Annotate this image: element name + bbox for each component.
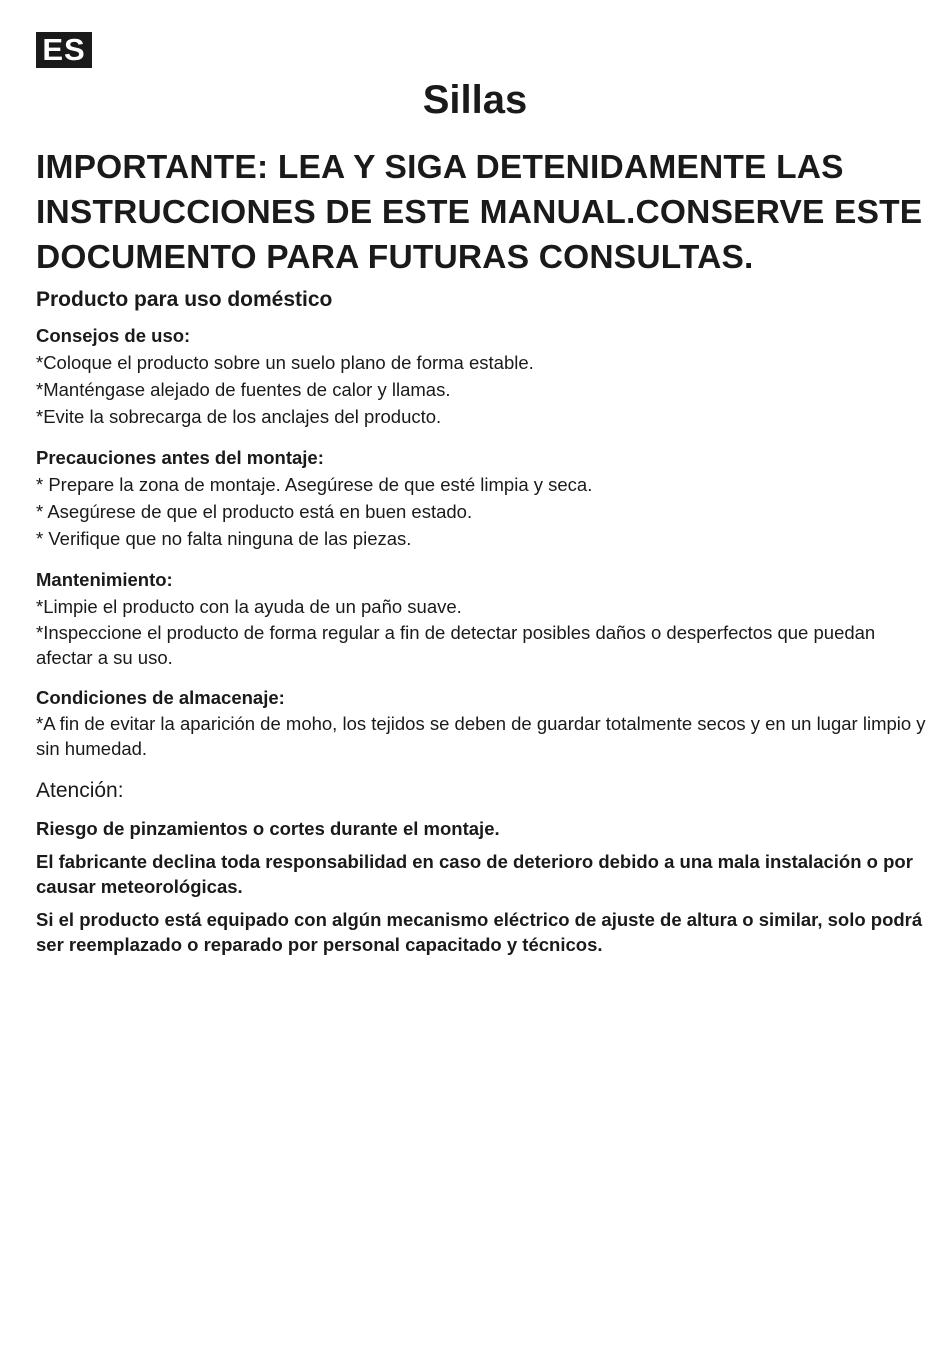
warning-text: Riesgo de pinzamientos o cortes durante el montaje. xyxy=(36,818,500,839)
list-item: *Manténgase alejado de fuentes de calor y llamas. xyxy=(36,379,451,400)
attention-title: Atención: xyxy=(36,779,124,802)
section-title: Consejos de uso: xyxy=(36,325,191,346)
important-notice xyxy=(36,145,926,280)
list-item: * Asegúrese de que el producto está en buen estado. xyxy=(36,501,473,522)
usage-tips-section xyxy=(36,323,926,430)
list-item: *Inspeccione el producto de forma regular a fin de detectar posibles daños o desperfectos que puedan afectar a su uso. xyxy=(36,622,876,668)
list-item: * Prepare la zona de montaje. Asegúrese de que esté limpia y seca. xyxy=(36,474,593,495)
list-item: *Evite la sobrecarga de los anclajes del producto. xyxy=(36,406,442,427)
section-title: Mantenimiento: xyxy=(36,569,173,590)
storage-section xyxy=(36,685,926,761)
language-badge: ES xyxy=(36,32,92,68)
important-notice-line: DOCUMENTO PARA FUTURAS CONSULTAS. xyxy=(36,239,754,276)
important-notice-line: IMPORTANTE: LEA Y SIGA DETENIDAMENTE LAS xyxy=(36,149,844,186)
important-notice-line: INSTRUCCIONES DE ESTE MANUAL.CONSERVE ESTE xyxy=(36,194,923,231)
page-title: Sillas xyxy=(422,78,528,122)
product-use-subtitle: Producto para uso doméstico xyxy=(36,288,333,311)
pre-assembly-section xyxy=(36,445,926,552)
warning-text: El fabricante declina toda responsabilidad en caso de deterioro debido a una mala instalación o por causar meteorológicas. xyxy=(36,851,913,897)
list-item: *Limpie el producto con la ayuda de un paño suave. xyxy=(36,596,462,617)
instructions-content xyxy=(36,285,926,965)
section-title: Precauciones antes del montaje: xyxy=(36,447,324,468)
warning-text: Si el producto está equipado con algún mecanismo eléctrico de ajuste de altura o similar, solo podrá ser reemplazado o reparado por personal capacitado y técnicos. xyxy=(36,909,923,955)
list-item: *Coloque el producto sobre un suelo plano de forma estable. xyxy=(36,352,534,373)
list-item: * Verifique que no falta ninguna de las piezas. xyxy=(36,528,412,549)
list-item: *A fin de evitar la aparición de moho, los tejidos se deben de guardar totalmente secos y en un lugar limpio y sin humedad. xyxy=(36,713,926,759)
section-title: Condiciones de almacenaje: xyxy=(36,687,285,708)
maintenance-section xyxy=(36,567,926,670)
